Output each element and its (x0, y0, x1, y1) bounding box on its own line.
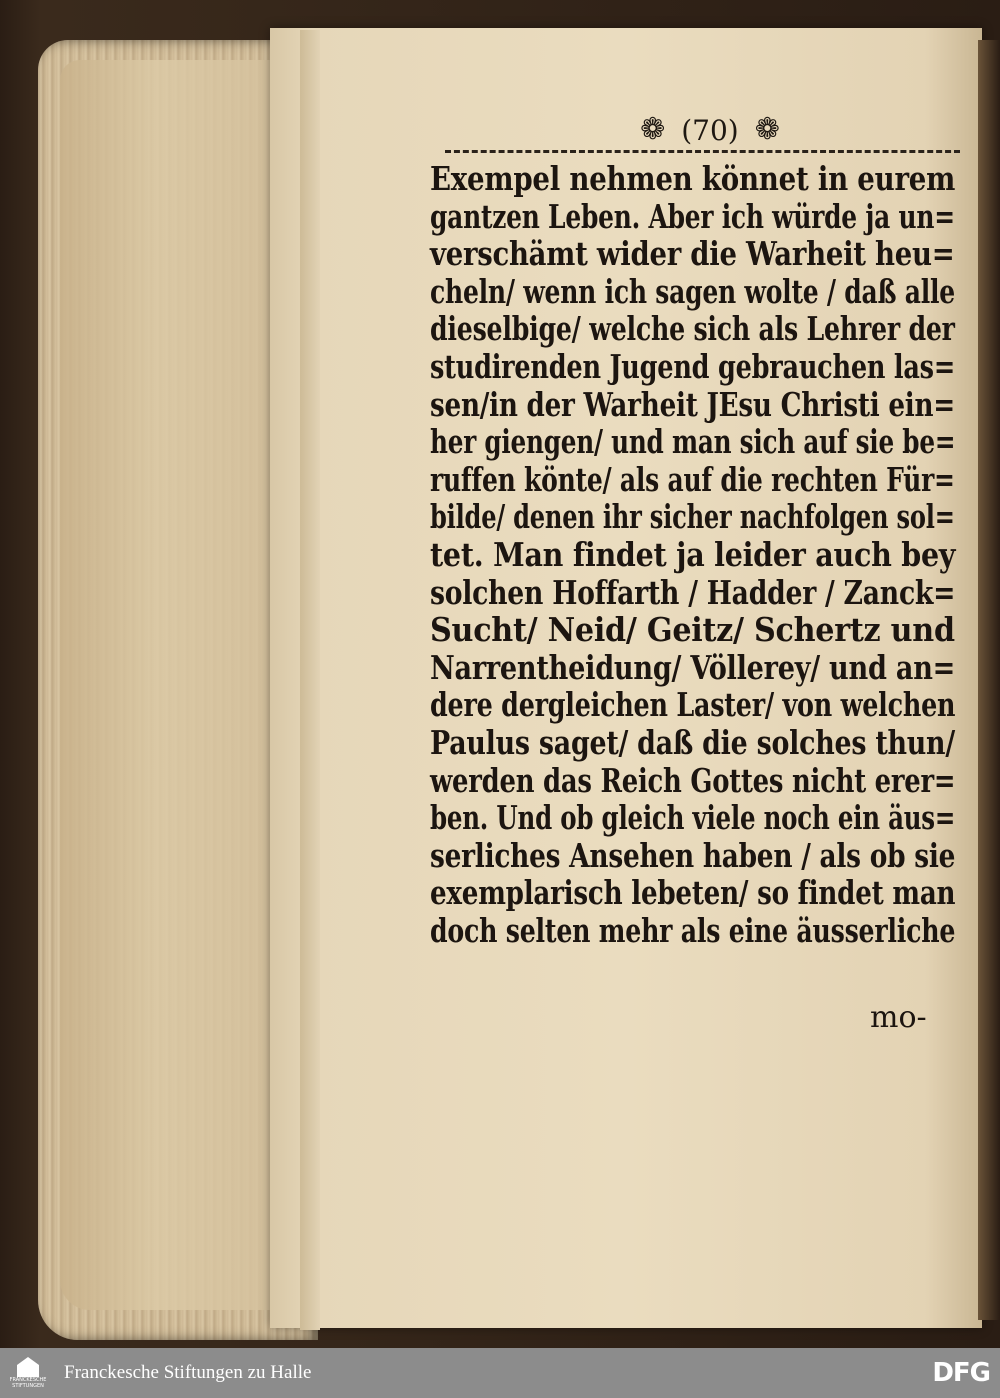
flower-ornament-icon: ❁ (640, 112, 666, 147)
text-line: sen/in der Warheit JEsu Christi ein= (430, 384, 956, 424)
text-line: her giengen/ und man sich auf sie be= (430, 422, 956, 462)
franckesche-logo[interactable] (8, 1353, 48, 1393)
text-line: Exempel nehmen könnet in eurem (430, 159, 956, 198)
text-line: Paulus saget/ daß die solches thun/ (430, 722, 955, 762)
page-edges-inner (60, 60, 300, 1310)
text-line: exemplarisch lebeten/ so findet man (430, 873, 956, 913)
flower-ornament-icon: ❁ (754, 112, 780, 147)
institution-name[interactable]: Franckesche Stiftungen zu Halle (64, 1362, 312, 1383)
text-line: tet. Man findet ja leider auch bey (430, 534, 956, 574)
text-line: werden das Reich Gottes nicht erer= (430, 760, 956, 800)
text-line: bilde/ denen ihr sicher nachfolgen sol= (430, 497, 955, 537)
text-line: dieselbige/ welche sich als Lehrer der (430, 309, 955, 349)
text-line: verschämt wider die Warheit heu= (430, 234, 955, 274)
text-line: solchen Hoffarth / Hadder / Zanck= (430, 572, 956, 612)
header-rule (445, 150, 960, 153)
text-line: cheln/ wenn ich sagen wolte / daß alle (430, 271, 955, 311)
logo-caption: FRANCKESCHE STIFTUNGEN (9, 1377, 47, 1389)
viewer-footer (0, 1348, 1000, 1398)
page-number: (70) (681, 113, 739, 147)
text-line: ben. Und ob gleich viele noch ein äus= (430, 798, 956, 838)
text-line: studirenden Jugend gebrauchen las= (430, 346, 955, 386)
text-line: dere dergleichen Laster/ von welchen (430, 685, 956, 725)
catchword: mo- (870, 1000, 927, 1035)
text-line: Sucht/ Neid/ Geitz/ Schertz und (430, 610, 955, 650)
page-body-text (430, 160, 970, 949)
text-line: ruffen könte/ als auf die rechten Für= (430, 459, 955, 499)
text-line: gantzen Leben. Aber ich würde ja un= (430, 196, 955, 236)
text-line: serliches Ansehen haben / als ob sie (430, 835, 956, 875)
text-line: doch selten mehr als eine äusserliche (430, 910, 956, 950)
text-line: Narrentheidung/ Völlerey/ und an= (430, 647, 956, 687)
page-gutter (300, 30, 320, 1330)
dfg-logo[interactable]: DFG (932, 1358, 990, 1388)
page-header (620, 110, 800, 150)
building-icon (17, 1357, 39, 1377)
binding-shadow (978, 40, 1000, 1320)
